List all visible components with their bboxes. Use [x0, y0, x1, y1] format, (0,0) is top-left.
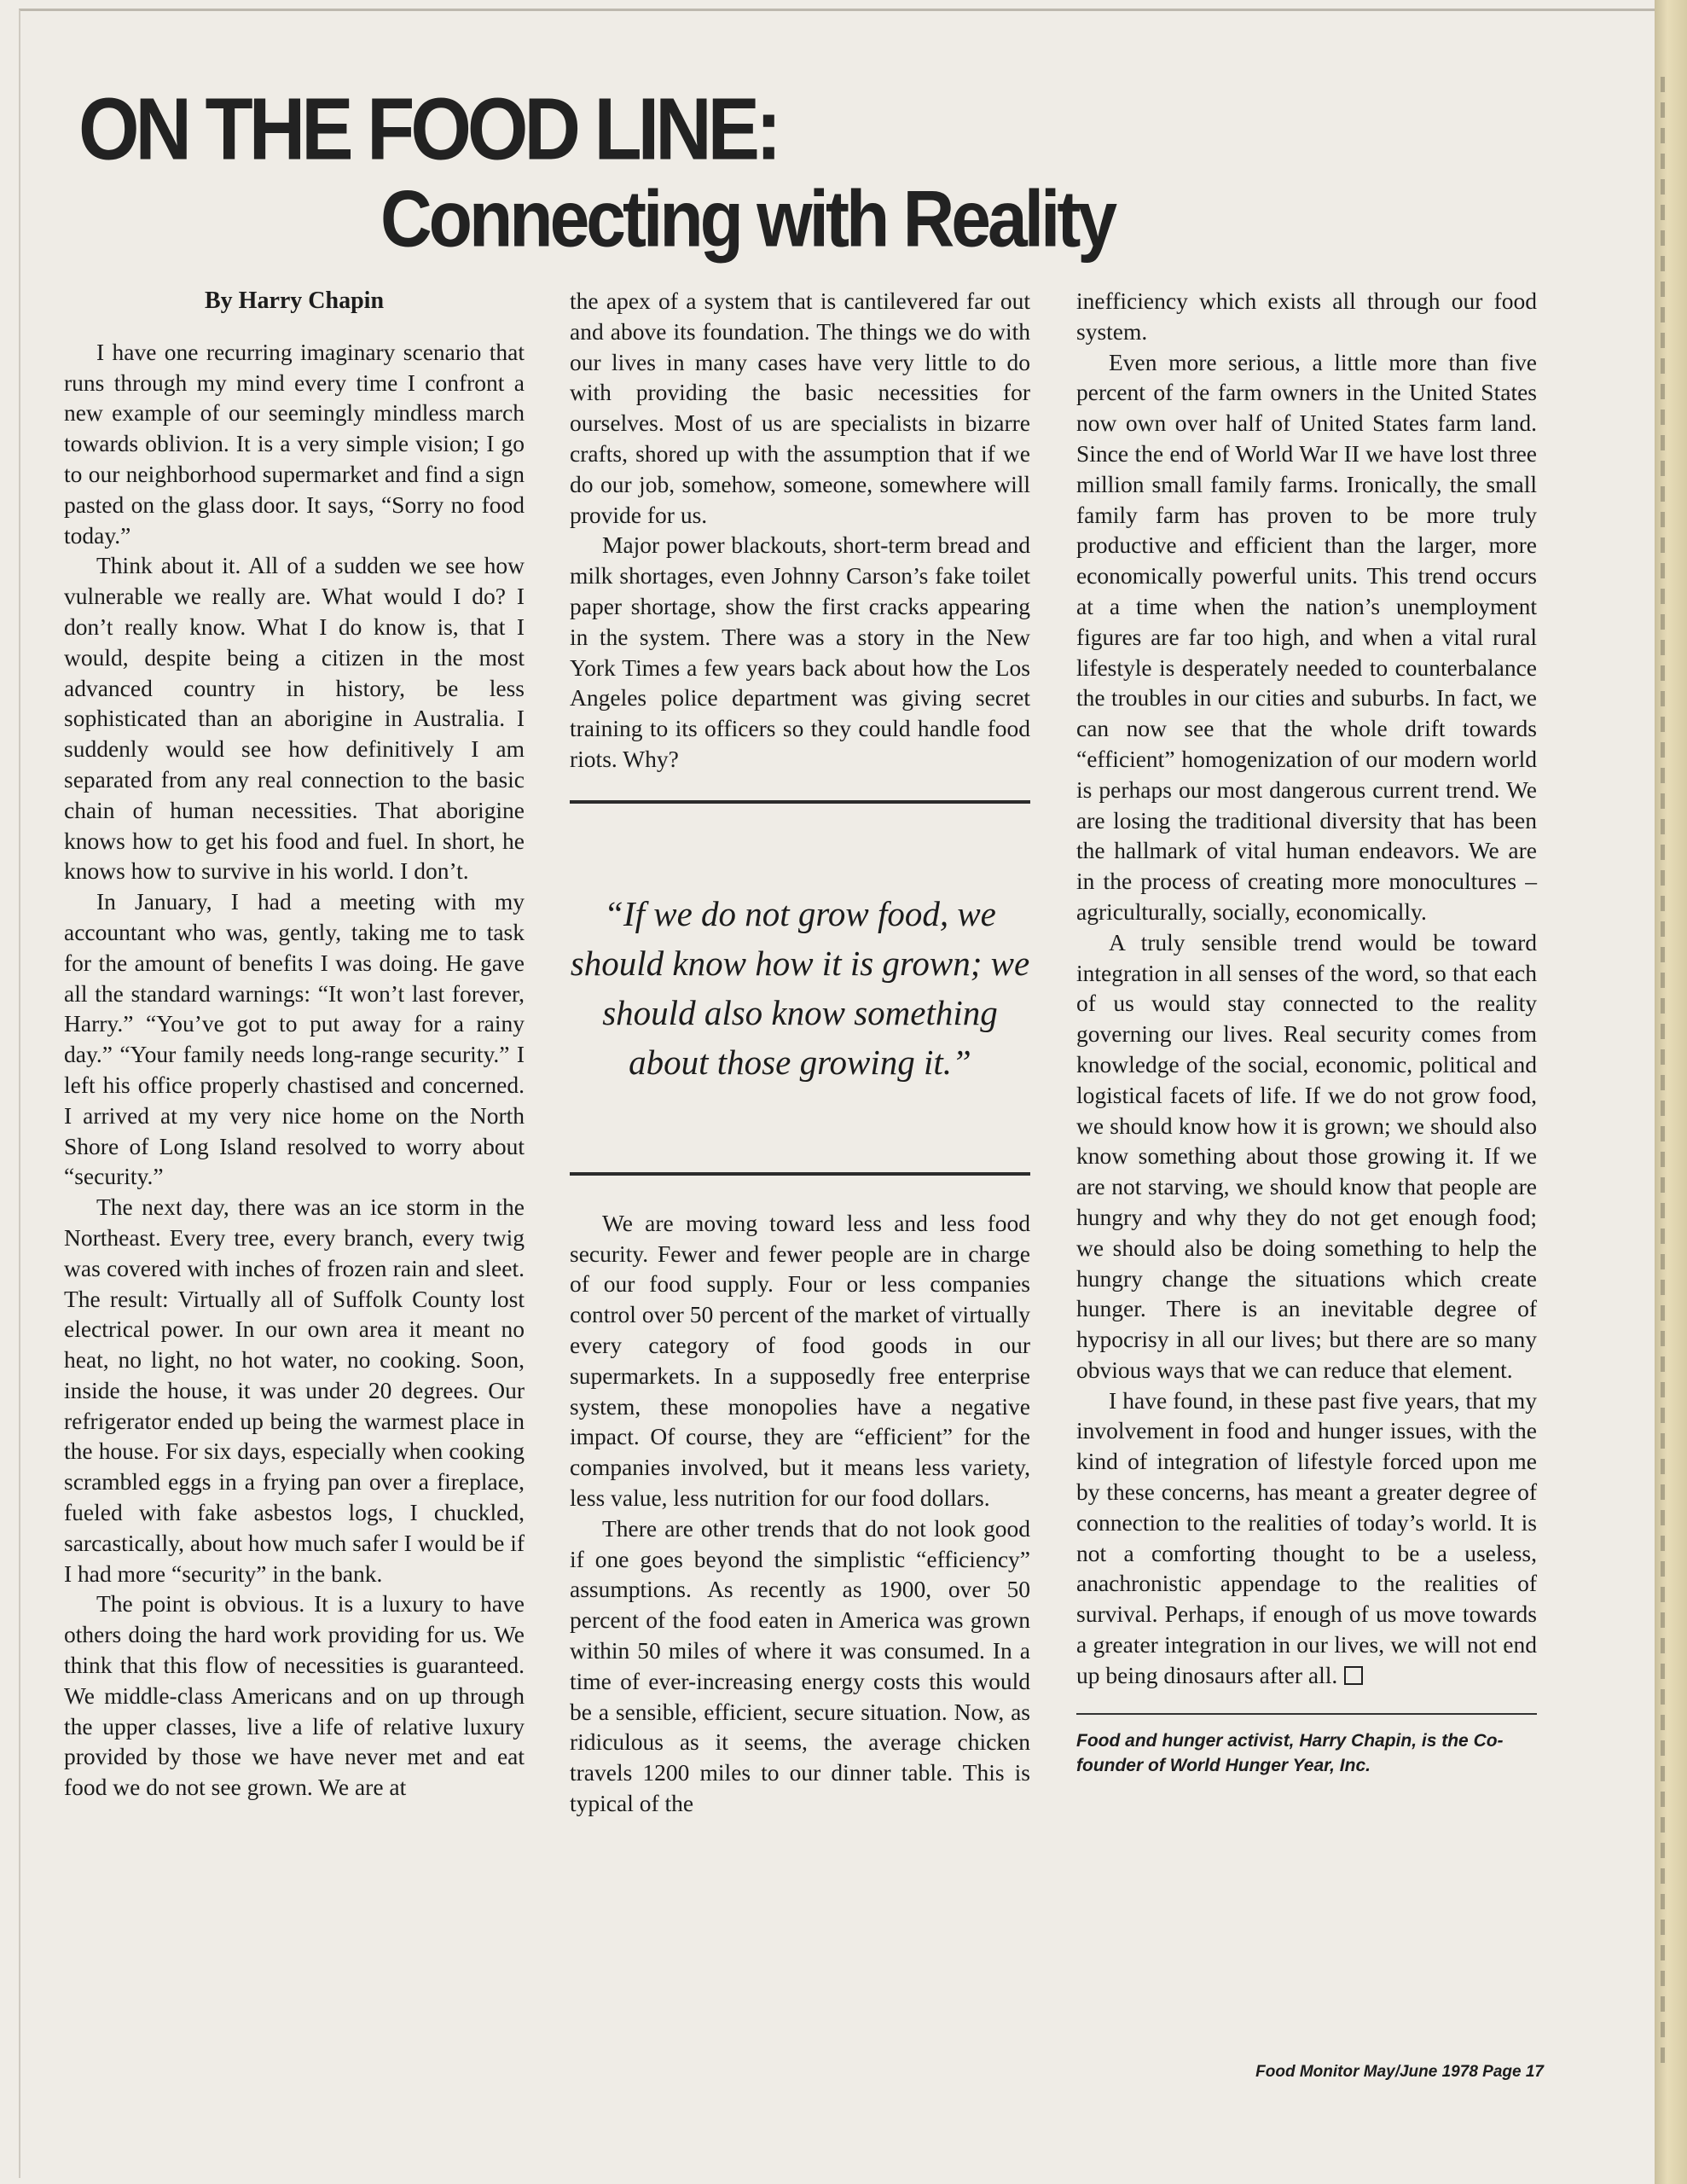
end-mark-icon — [1344, 1666, 1363, 1685]
author-bio: Food and hunger activist, Harry Chapin, is the Co-founder of World Hunger Year, Inc. — [1076, 1730, 1504, 1775]
paragraph: inefficiency which exists all through our food system. — [1076, 288, 1537, 345]
paragraph-text: I have found, in these past five years, that my involvement in food and hunger issues, with the kind of integration of lifestyle forced upon me by these concerns, has meant a greater degree of connection to the realities of today’s world. It is not a comforting thought to be a useless, anachronistic appendage to the realities of survival. Perhaps, if enough of us move towards a greater integration in our lives, we will not end up being dinosaurs after all. — [1076, 1386, 1537, 1688]
paragraph-final — [1076, 1385, 1537, 1691]
column-2 — [570, 286, 1030, 1819]
paragraph: A truly sensible trend would be toward integration in all senses of the word, so that each of us would stay connected to the reality governing our lives. Real security comes from knowledge of the social, economic, political and logistical facets of life. If we do not grow food, we should know how it is grown; we should also know something about those growing it. If we are not starving, we should know that people are hungry and why they do not get enough food; we should also be doing something to help the hungry change the situations which create hunger. There is an inevitable degree of hypocrisy in all our lives; but there are so many obvious ways that we can reduce that element. — [1076, 928, 1537, 1383]
column-3 — [1076, 286, 1537, 1778]
pullquote-rule-top — [570, 800, 1030, 804]
paragraph: The next day, there was an ice storm in the Northeast. Every tree, every branch, every twig was covered with inches of frozen rain and sleet. The result: Virtually all of Suffolk County lost electrical power. In our own area it meant no heat, no light, no hot water, no cooking. Soon, inside the house, it was under 20 degrees. Our refrigerator ended up being the warmest place in the house. For six days, especially when cooking scrambled eggs in a frying pan over a fireplace, fueled with fake asbestos logs, I chuckled, sarcastically, about how much safer I would be if I had more “security” in the bank. — [64, 1194, 525, 1587]
page-footer: Food Monitor May/June 1978 Page 17 — [1255, 2063, 1544, 2081]
pull-quote: “If we do not grow food, we should know how it is grown; we should also know something about those growing it.” — [570, 893, 1030, 1082]
column-1 — [64, 286, 525, 1803]
paragraph: There are other trends that do not look good if one goes beyond the simplistic “efficiency” assumptions. As recently as 1900, over 50 percent of the food eaten in America was grown within 50 miles of where it was consumed. In a time of ever-increasing energy costs this would be a sensible, efficient, secure situation. Now, as ridiculous as it seems, the average chicken travels 1200 miles to our dinner table. This is typical of the — [570, 1514, 1030, 1816]
paragraph: The point is obvious. It is a luxury to have others doing the hard work providing for us. We think that this flow of necessities is guaranteed. We middle-class Americans and on up through the upper classes, live a life of relative luxury provided by those we have never met and eat food we do not see grown. We are at — [64, 1590, 525, 1801]
binding-shadow — [1661, 77, 1665, 2065]
paragraph: I have one recurring imaginary scenario that runs through my mind every time I confront a new example of our seemingly mindless march towards oblivion. It is a very simple vision; I go to our neighborhood supermarket and find a sign pasted on the glass door. It says, “Sorry no food today.” — [64, 338, 525, 549]
paragraph: Even more serious, a little more than five percent of the farm owners in the United States now own over half of United States farm land. Since the end of World War II we have lost three million small family farms. Ironically, the small family farm has proven to be more truly productive and efficient than the larger, more economically powerful units. This trend occurs at a time when the nation’s unemployment figures are far too high, and when a vital rural lifestyle is desperately needed to counterbalance the troubles in our cities and suburbs. In fact, we can now see that the whole drift towards “efficient” homogenization of our modern world is perhaps our most dangerous current trend. We are losing the traditional diversity that has been the hallmark of vital human endeavors. We are in the process of creating more monocultures – agriculturally, socially, economically. — [1076, 348, 1537, 925]
paragraph: the apex of a system that is cantilevered far out and above its foundation. The things we do with our lives in many cases have very little to do with providing the basic necessities for ourselves. Most of us are specialists in bizarre crafts, shored up with the assumption that if we do our job, somehow, someone, somewhere will provide for us. — [570, 288, 1030, 528]
binding-edge — [1655, 0, 1687, 2184]
paragraph: Think about it. All of a sudden we see how vulnerable we really are. What would I do? I don’t really know. What I do know is, that I would, despite being a citizen in the most advanced country in history, be less sophisticated than an aborigine in Australia. I suddenly would see how definitively I am separated from any real connection to the basic chain of human necessities. That aborigine knows how to get his food and fuel. In short, he knows how to survive in his world. I don’t. — [64, 552, 525, 885]
bio-rule — [1076, 1713, 1537, 1715]
paragraph: Major power blackouts, short-term bread and milk shortages, even Johnny Carson’s fake toilet paper shortage, show the first cracks appearing in the system. There was a story in the New York Times a few years back about how the Los Angeles police department was giving secret training to its officers so they could handle food riots. Why? — [570, 531, 1030, 772]
pullquote-rule-bottom — [570, 1172, 1030, 1176]
headline-line-1: ON THE FOOD LINE: — [78, 80, 778, 179]
byline: By Harry Chapin — [204, 288, 385, 314]
paragraph: We are moving toward less and less food security. Fewer and fewer people are in charge of our food supply. Four or less companies control over 50 percent of the market of virtually every category of food goods in our supermarkets. In a supposedly free enterprise system, these monopolies have a negative impact. Of course, they are “efficient” for the companies involved, but it means less variety, less value, less nutrition for our food dollars. — [570, 1209, 1030, 1511]
headline-line-2: Connecting with Reality — [380, 173, 1115, 264]
paragraph: In January, I had a meeting with my accountant who was, gently, taking me to task for the amount of benefits I was doing. He gave all the standard warnings: “It won’t last forever, Harry.” “You’ve got to put away for a rainy day.” “Your family needs long-range security.” I left his office properly chastised and concerned. I arrived at my very nice home on the North Shore of Long Island resolved to worry about “security.” — [64, 888, 525, 1190]
